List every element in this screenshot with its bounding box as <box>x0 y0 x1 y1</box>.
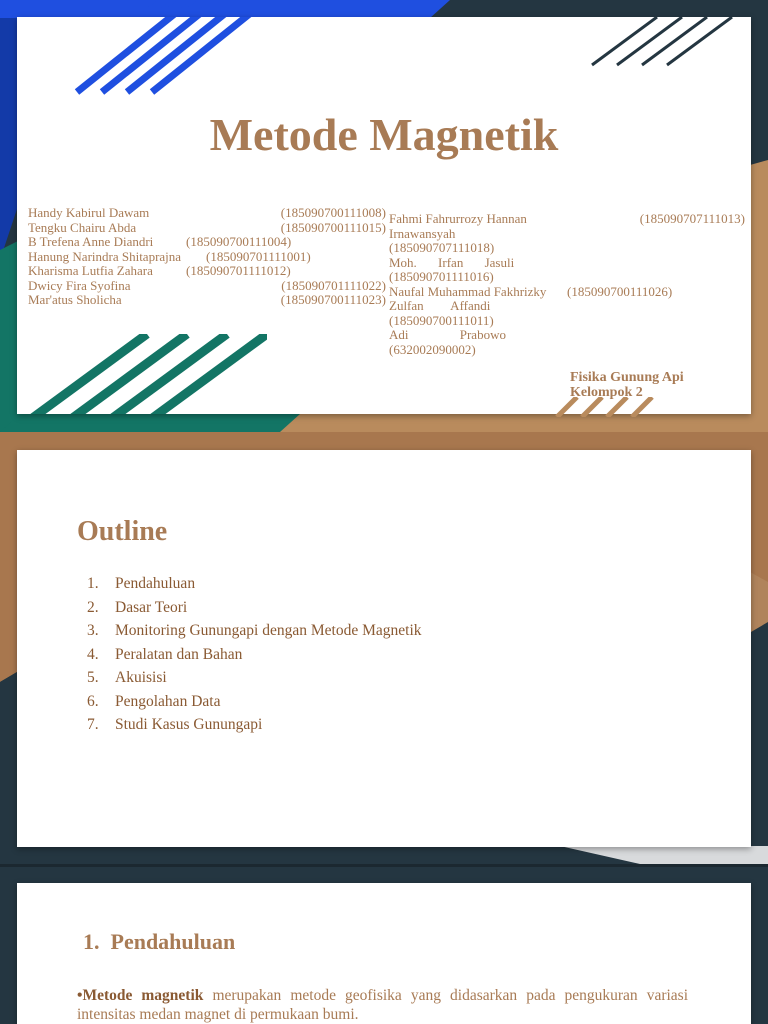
member-row <box>389 299 745 314</box>
list-item <box>87 596 422 620</box>
member-id: (185090707111013) <box>639 211 745 226</box>
list-number: 6. <box>87 692 99 710</box>
member-name: Mar'atus Sholicha <box>28 292 122 307</box>
member-row <box>389 285 745 300</box>
outline-slide-card <box>17 450 751 847</box>
slide-3 <box>0 864 768 1024</box>
member-id: (185090701111012) <box>186 263 291 278</box>
section-heading <box>83 929 235 955</box>
section-number: 1. <box>83 929 100 954</box>
member-row <box>28 293 386 308</box>
outline-list <box>87 572 422 737</box>
member-id: (185090700111011) <box>389 312 494 328</box>
list-number: 3. <box>87 622 99 639</box>
list-item <box>87 619 422 643</box>
intro-paragraph <box>77 986 688 1024</box>
member-name: Zulfan Affandi <box>389 298 491 313</box>
member-name: Dwicy Fira Syofina <box>28 277 131 293</box>
group-name: Kelompok 2 <box>570 385 643 400</box>
list-number: 4. <box>87 645 99 663</box>
slide-2 <box>0 432 768 864</box>
member-id: (185090700111026) <box>567 283 673 299</box>
member-id: (185090700111004) <box>186 234 292 249</box>
list-label: Dasar Teori <box>115 598 188 616</box>
list-label: Pendahuluan <box>115 575 196 592</box>
member-name: Naufal Muhammad Fakhrizky <box>389 283 547 299</box>
member-row <box>28 206 386 221</box>
member-row <box>28 264 386 279</box>
list-number: 7. <box>87 716 99 733</box>
member-name: B Trefena Anne Diandri <box>28 234 154 249</box>
bullet-icon: • <box>77 987 83 1004</box>
course-name: Fisika Gunung Api <box>570 370 684 385</box>
member-id: (632002090002) <box>389 341 476 357</box>
member-name: Handy Kabirul Dawam <box>28 205 150 220</box>
list-number: 2. <box>87 598 99 616</box>
members-left-column <box>28 206 386 308</box>
list-item <box>87 666 422 690</box>
member-row <box>389 227 745 242</box>
member-name: Kharisma Lutfia Zahara <box>28 263 153 278</box>
page-title: Metode Magnetik <box>209 109 559 160</box>
list-item <box>87 690 422 714</box>
member-row <box>389 270 745 285</box>
stripe-decoration-dark <box>587 17 757 77</box>
member-id: (185090701111001) <box>206 248 311 264</box>
member-id: (185090700111008) <box>280 205 386 220</box>
outline-title: Outline <box>77 516 168 547</box>
list-item <box>87 643 422 667</box>
member-name: Hanung Narindra Shitaprajna <box>28 248 182 264</box>
members-right-column <box>389 212 745 357</box>
member-id: (185090701111016) <box>389 269 494 284</box>
member-row <box>389 314 745 329</box>
stripe-decoration-blue <box>67 17 267 97</box>
member-row <box>389 241 745 256</box>
member-row <box>389 212 745 227</box>
member-name: Adi Prabowo <box>389 327 506 342</box>
section-title: Pendahuluan <box>110 929 236 954</box>
member-row <box>28 235 386 250</box>
list-item <box>87 572 422 596</box>
member-name: Tengku Chairu Abda <box>28 219 137 235</box>
member-row <box>28 221 386 236</box>
list-label: Peralatan dan Bahan <box>115 645 243 663</box>
list-number: 1. <box>87 575 99 592</box>
stripe-decoration-tan <box>547 397 667 417</box>
member-name: Fahmi Fahrurrozy Hannan <box>389 211 527 226</box>
member-row <box>28 250 386 265</box>
paragraph-text: merupakan metode geofisika yang didasarkan pada pengukuran variasi intensitas medan magnet di permukaan bumi. <box>77 987 689 1023</box>
list-number: 5. <box>87 669 99 686</box>
member-name: Irnawansyah <box>389 225 456 241</box>
member-row <box>389 256 745 271</box>
member-row <box>28 279 386 294</box>
list-item <box>87 713 422 737</box>
course-group-label <box>570 370 684 400</box>
key-term: Metode magnetik <box>82 987 204 1004</box>
list-label: Akuisisi <box>115 669 167 686</box>
intro-slide-card <box>17 883 751 1024</box>
list-label: Studi Kasus Gunungapi <box>115 716 263 733</box>
member-name: Moh. Irfan Jasuli <box>389 254 515 270</box>
list-label: Monitoring Gunungapi dengan Metode Magnetik <box>115 622 422 639</box>
member-row <box>389 328 745 343</box>
member-id: (185090707111018) <box>389 240 495 255</box>
member-id: (185090700111015) <box>280 219 386 235</box>
member-row <box>389 343 745 358</box>
list-label: Pengolahan Data <box>115 692 221 710</box>
stripe-decoration-teal <box>27 334 267 414</box>
member-id: (185090701111022) <box>281 277 386 293</box>
member-id: (185090700111023) <box>280 292 386 307</box>
